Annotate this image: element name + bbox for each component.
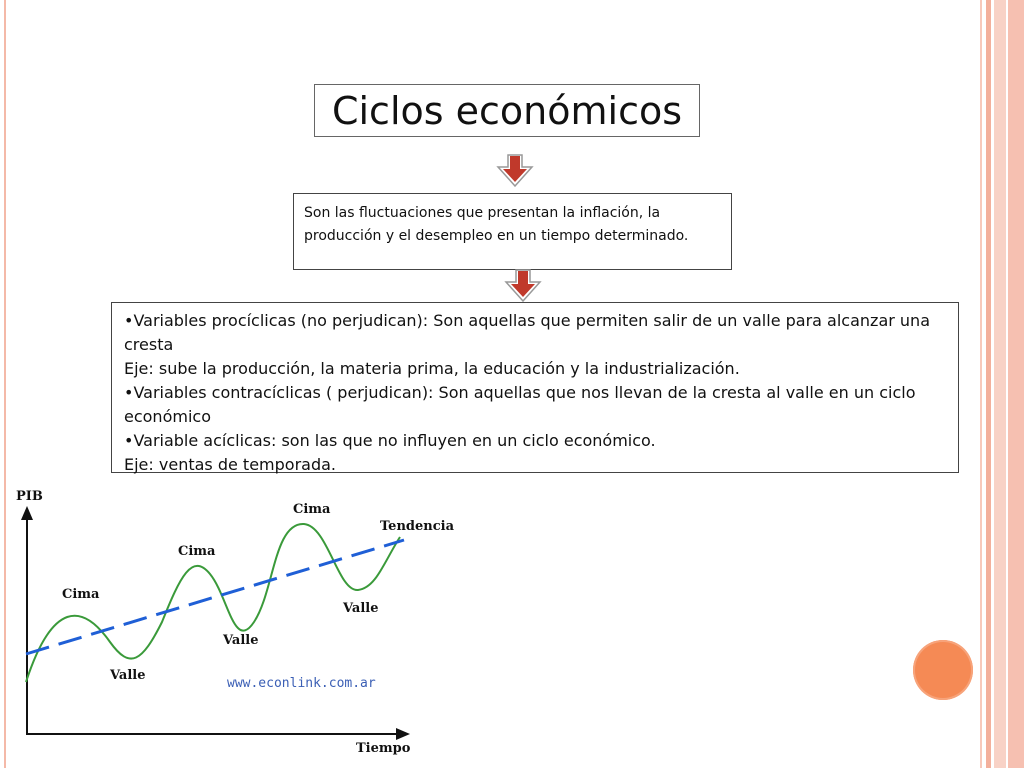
business-cycle-chart: [12, 482, 462, 762]
trough-label: Valle: [343, 601, 379, 616]
detail-line: •Variables contracíclicas ( perjudican): Son aquellas que nos llevan de la cresta al valle en un ciclo económico: [124, 383, 916, 426]
x-axis-arrow-icon: [396, 728, 410, 740]
page-title: Ciclos económicos: [331, 88, 683, 133]
trough-label: Valle: [110, 668, 146, 683]
y-axis-label: PIB: [16, 489, 43, 504]
peak-label: Cima: [293, 502, 331, 517]
x-axis-label: Tiempo: [356, 741, 411, 756]
watermark-text: www.econlink.com.ar: [227, 676, 376, 691]
peak-label: Cima: [62, 587, 100, 602]
down-arrow-icon: [494, 153, 536, 189]
right-border-decoration: [980, 0, 1024, 768]
trough-label: Valle: [223, 633, 259, 648]
trend-label: Tendencia: [380, 519, 454, 534]
down-arrow-icon: [502, 268, 544, 304]
peak-label: Cima: [178, 544, 216, 559]
detail-line: •Variables procíclicas (no perjudican): Son aquellas que permiten salir de un valle para alcanzar una cresta: [124, 311, 930, 354]
y-axis-arrow-icon: [21, 506, 33, 520]
decorative-circle: [913, 640, 973, 700]
title-box: [314, 84, 700, 137]
definition-box: [293, 193, 732, 270]
left-border-decoration: [0, 0, 10, 768]
detail-line: Eje: sube la producción, la materia prima, la educación y la industrialización.: [124, 359, 740, 378]
detail-line: •Variable acíclicas: son las que no influyen en un ciclo económico.: [124, 431, 656, 450]
details-box: [111, 302, 959, 473]
detail-line: Eje: ventas de temporada.: [124, 455, 336, 474]
definition-text: Son las fluctuaciones que presentan la inflación, la producción y el desempleo en un tiempo determinado.: [304, 205, 689, 244]
